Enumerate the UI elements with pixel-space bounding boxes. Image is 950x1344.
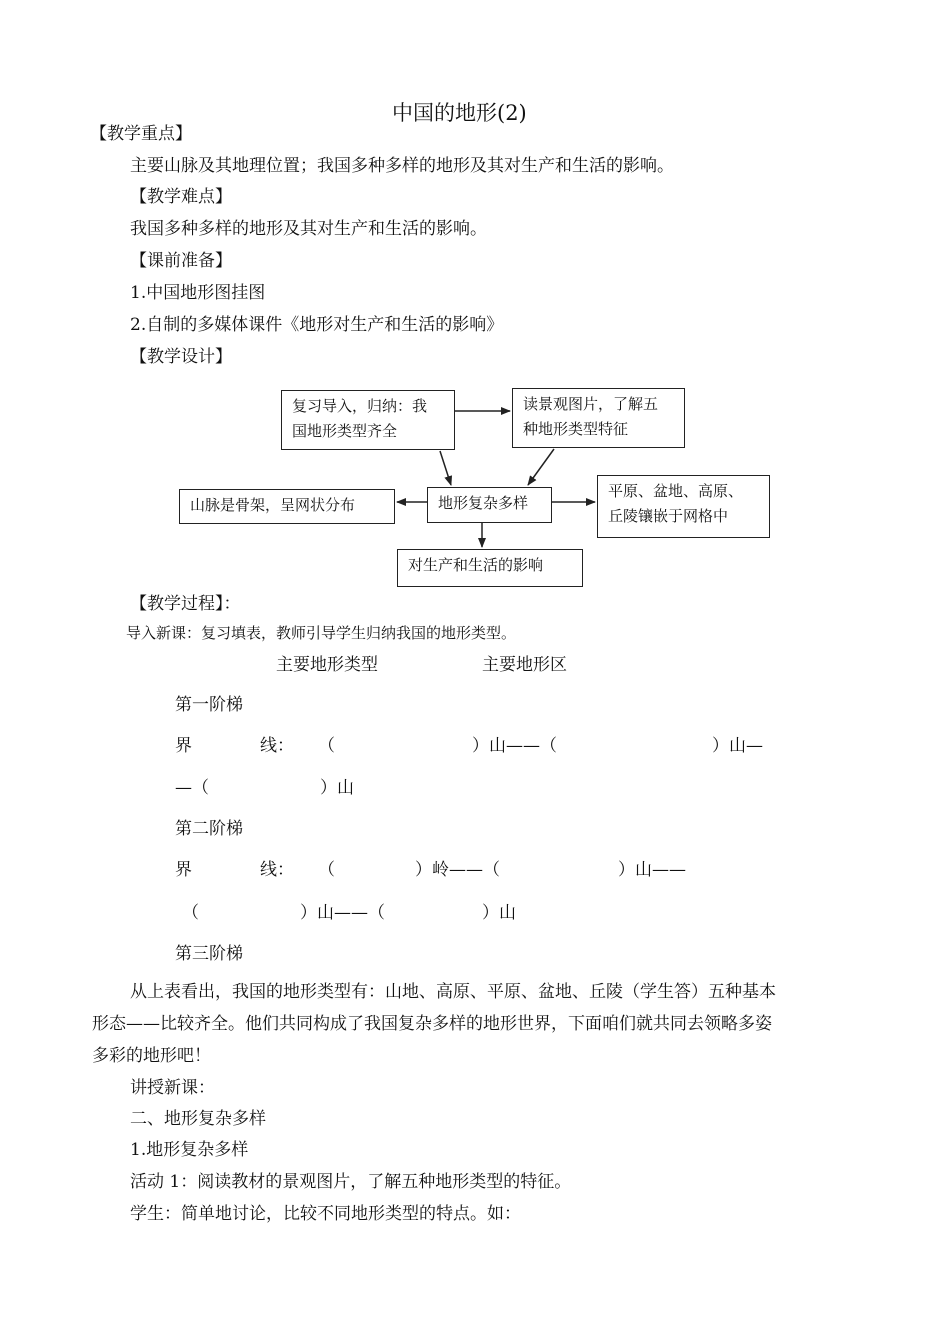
flow-text: 山脉是骨架，呈网状分布 bbox=[190, 496, 356, 514]
prep-item: 1.中国地形图挂图 bbox=[130, 283, 266, 303]
flow-text: 读景观图片，了解五 bbox=[523, 395, 659, 413]
flow-text: 平原、盆地、高原、 bbox=[608, 482, 744, 500]
blank-text: （ bbox=[182, 903, 199, 923]
design-heading: 【教学设计】 bbox=[130, 347, 232, 367]
blank-text: ）山 bbox=[482, 903, 516, 923]
prep-heading: 【课前准备】 bbox=[130, 251, 232, 271]
flow-text: 对生产和生活的影响 bbox=[408, 556, 544, 574]
blank-text: ）岭——（ bbox=[415, 860, 500, 880]
subsection-heading: 1.地形复杂多样 bbox=[130, 1140, 249, 1160]
boundary-label: 线： bbox=[260, 860, 294, 880]
activity-text: 活动 1：阅读教材的景观图片，了解五种地形类型的特征。 bbox=[130, 1172, 572, 1192]
section-heading: 二、地形复杂多样 bbox=[130, 1109, 266, 1129]
blank-text: ）山— bbox=[712, 736, 763, 756]
flow-text: 地形复杂多样 bbox=[438, 494, 529, 512]
table-header: 主要地形区 bbox=[482, 655, 567, 675]
boundary-label: 界 bbox=[175, 860, 192, 880]
boundary-label: 界 bbox=[175, 736, 192, 756]
page-title: 中国的地形(2) bbox=[392, 101, 527, 125]
key-points-heading: 【教学重点】 bbox=[90, 124, 192, 144]
boundary-label: 线： bbox=[260, 736, 294, 756]
summary-text: 多彩的地形吧！ bbox=[92, 1046, 211, 1066]
summary-text: 形态——比较齐全。他们共同构成了我国复杂多样的地形世界，下面咱们就共同去领略多姿 bbox=[92, 1014, 772, 1034]
lecture-label: 讲授新课： bbox=[130, 1078, 215, 1098]
process-heading: 【教学过程】： bbox=[130, 594, 241, 614]
flow-text: 种地形类型特征 bbox=[523, 420, 629, 438]
table-header: 主要地形类型 bbox=[276, 655, 378, 675]
key-points-text: 主要山脉及其地理位置；我国多种多样的地形及其对生产和生活的影响。 bbox=[130, 156, 674, 176]
step-label: 第三阶梯 bbox=[175, 944, 243, 964]
flow-text: 国地形类型齐全 bbox=[292, 422, 398, 440]
arrow-down bbox=[528, 449, 554, 485]
arrow-down bbox=[440, 451, 451, 485]
blank-text: —（ bbox=[175, 778, 209, 798]
blank-text: （ bbox=[318, 860, 335, 880]
blank-text: ）山——（ bbox=[300, 903, 385, 923]
step-label: 第一阶梯 bbox=[175, 695, 243, 715]
blank-text: ）山 bbox=[320, 778, 354, 798]
summary-text: 从上表看出，我国的地形类型有：山地、高原、平原、盆地、丘陵（学生答）五种基本 bbox=[130, 982, 776, 1002]
students-text: 学生：简单地讨论，比较不同地形类型的特点。如： bbox=[130, 1204, 521, 1224]
flow-text: 复习导入，归纳：我 bbox=[292, 397, 428, 415]
difficulty-text: 我国多种多样的地形及其对生产和生活的影响。 bbox=[130, 219, 487, 239]
blank-text: （ bbox=[318, 736, 335, 756]
prep-item: 2.自制的多媒体课件《地形对生产和生活的影响》 bbox=[130, 315, 504, 335]
blank-text: ）山—— bbox=[618, 860, 686, 880]
flow-text: 丘陵镶嵌于网格中 bbox=[608, 507, 729, 525]
difficulty-heading: 【教学难点】 bbox=[130, 187, 232, 207]
step-label: 第二阶梯 bbox=[175, 819, 243, 839]
intro-text: 导入新课：复习填表，教师引导学生归纳我国的地形类型。 bbox=[126, 624, 517, 642]
blank-text: ）山——（ bbox=[472, 736, 557, 756]
